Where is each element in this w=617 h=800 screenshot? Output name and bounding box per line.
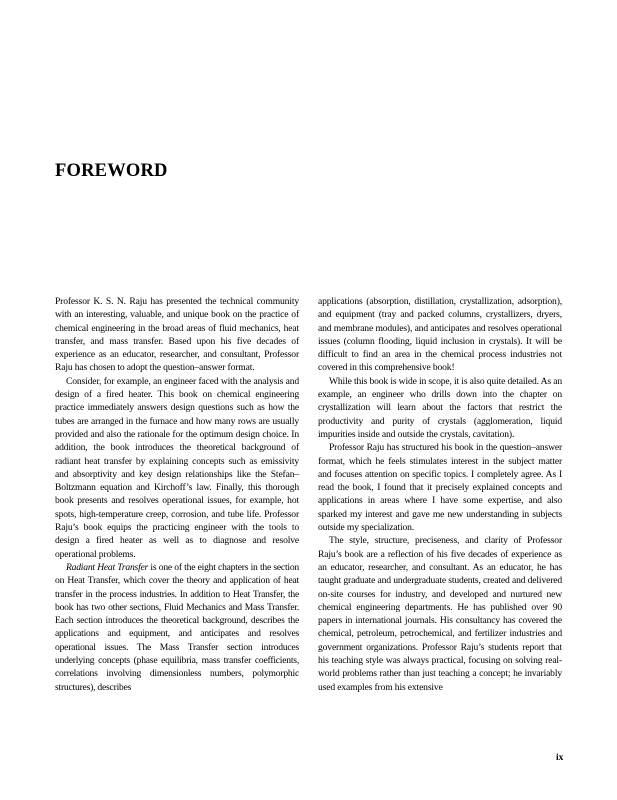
right-column (318, 295, 562, 694)
left-paragraph-3 (55, 561, 299, 694)
left-paragraph-2: Consider, for example, an engineer faced with the analysis and design of a fired heater. This book on chemical engineering practice immediately answers design questions such as how the tubes are arranged in the furnace and how many rows are usually provided and also the rationale for the optimum design choice. In addition, the book introduces the theoretical background of radiant heat transfer by explaining concepts such as emissivity and absorptivity and key design relationships like the Stefan–Boltzmann equation and Kirchoff’s law. Finally, this thorough book presents and resolves operational issues, for example, hot spots, high-temperature creep, corrosion, and tube life. Professor Raju’s book equips the practicing engineer with the tools to design a fired heater as well as to diagnose and resolve operational problems. (55, 375, 299, 560)
page-title: FOREWORD (55, 161, 168, 181)
right-paragraph-4: The style, structure, preciseness, and clarity of Professor Raju’s book are a reflection of his five decades of experience as an educator, researcher, and consultant. As an educator, he has taught graduate and undergraduate students, created and delivered on-site courses for industry, and developed and nurtured new chemical engineering departments. He has published over 90 papers in international journals. His consultancy has covered the chemical, petroleum, petrochemical, and fertilizer industries and government organizations. Professor Raju’s students report that his teaching style was always practical, focusing on solving real-world problems rather than just teaching a concept; he invariably used examples from his extensive (318, 535, 562, 693)
chapter-title-radiant-heat-transfer: Radiant Heat Transfer (66, 561, 149, 573)
page-number: ix (556, 753, 564, 763)
left-paragraph-1: Professor K. S. N. Raju has presented the technical community with an interesting, valuable, and unique book on the practice of chemical engineering in the broad areas of fluid mechanics, heat transfer, and mass transfer. Based upon his five decades of experience as an educator, researcher, and consultant, Professor Raju has chosen to adopt the question–answer format. (55, 296, 299, 374)
left-paragraph-3-text: is one of the eight chapters in the section on Heat Transfer, which cover the theory and application of heat transfer in the process industries. In addition to Heat Transfer, the book has two other sections, Fluid Mechanics and Mass Transfer. Each section introduces the theoretical background, describes the applications and equipment, and anticipates and resolves operational issues. The Mass Transfer section introduces underlying concepts (phase equilibria, mass transfer coefficients, correlations involving dimensionless numbers, polymorphic structures), describes (55, 561, 299, 693)
right-paragraph-3: Professor Raju has structured his book in the question–answer format, which he feels stimulates interest in the subject matter and focuses attention on specific topics. I completely agree. As I read the book, I found that it precisely explained concepts and applications in areas where I have some expertise, and also sparked my interest and gave me new understanding in subjects outside my specialization. (318, 442, 562, 534)
right-paragraph-2: While this book is wide in scope, it is also quite detailed. As an example, an engineer who drills down into the chapter on crystallization will learn about the factors that restrict the productivity and purity of crystals (agglomeration, liquid impurities inside and outside the crystals, cavitation). (318, 375, 562, 440)
left-column (55, 295, 299, 694)
right-paragraph-1: applications (absorption, distillation, crystallization, adsorption), and equipment (tray and packed columns, crystallizers, dryers, and membrane modules), and anticipates and resolves operational issues (column flooding, liquid inclusion in crystals). It will be difficult to find an area in the chemical process industries not covered in this comprehensive book! (318, 296, 562, 374)
